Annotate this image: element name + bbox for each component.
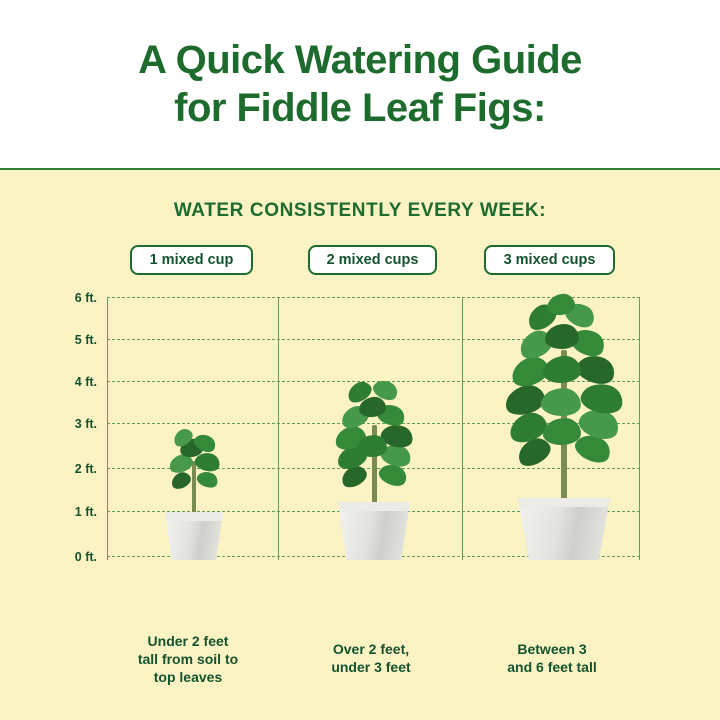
plant-stem: [192, 461, 196, 515]
cup-badge-3: 3 mixed cups: [484, 245, 615, 275]
plant-foliage-medium: [319, 375, 429, 505]
y-tick-label-0: 0 ft.: [74, 550, 97, 564]
pot-rim: [336, 502, 412, 511]
column-separator-2: [462, 297, 463, 560]
caption-line: under 3 feet: [331, 659, 411, 675]
caption-medium-plant: [288, 640, 454, 676]
cup-badge-1: 1 mixed cup: [130, 245, 253, 275]
caption-line: Under 2 feet: [147, 633, 229, 649]
caption-line: tall from soil to: [137, 651, 239, 667]
leaf: [543, 418, 581, 445]
caption-small-plant: [108, 632, 268, 686]
leaf: [357, 434, 388, 457]
caption-line: Over 2 feet,: [332, 641, 410, 657]
plant-pot-medium: [319, 502, 429, 560]
pot-rim: [163, 512, 224, 521]
pot-rim: [515, 498, 613, 507]
cup-badge-2: 2 mixed cups: [308, 245, 437, 275]
y-tick-label-3: 3 ft.: [74, 417, 97, 431]
leaf: [195, 469, 220, 491]
column-separator-left: [107, 297, 108, 560]
page-title-line-2: for Fiddle Leaf Figs:: [174, 86, 546, 130]
caption-line: Between 3: [517, 641, 587, 657]
leaf: [540, 387, 582, 418]
caption-large-plant: [468, 640, 636, 676]
pot-body: [165, 512, 223, 560]
y-tick-label-1: 1 ft.: [74, 505, 97, 519]
pot-body: [518, 498, 610, 560]
plant-pot-large: [489, 498, 639, 560]
plant-foliage-large: [489, 290, 639, 500]
height-chart: [74, 291, 640, 564]
y-tick-label-6: 6 ft.: [74, 291, 97, 305]
leaf: [545, 324, 579, 349]
column-separator-right: [639, 297, 640, 560]
header-banner: [0, 0, 720, 170]
column-separator-1: [278, 297, 279, 560]
y-tick-label-4: 4 ft.: [74, 375, 97, 389]
plant-pot-small: [149, 512, 239, 560]
y-tick-label-2: 2 ft.: [74, 462, 97, 476]
caption-line: and 6 feet tall: [507, 659, 597, 675]
caption-line: top leaves: [153, 669, 223, 685]
pot-body: [338, 502, 410, 560]
page-title-line-1: A Quick Watering Guide: [138, 38, 582, 82]
subtitle: WATER CONSISTENTLY EVERY WEEK:: [173, 200, 547, 221]
plant-illustration-medium: [319, 377, 429, 560]
plant-illustration-large: [489, 297, 639, 560]
plant-illustration-small: [149, 430, 239, 560]
y-tick-label-5: 5 ft.: [74, 333, 97, 347]
leaf: [169, 469, 193, 491]
plant-foliage-small: [149, 425, 239, 515]
leaf: [543, 355, 582, 383]
